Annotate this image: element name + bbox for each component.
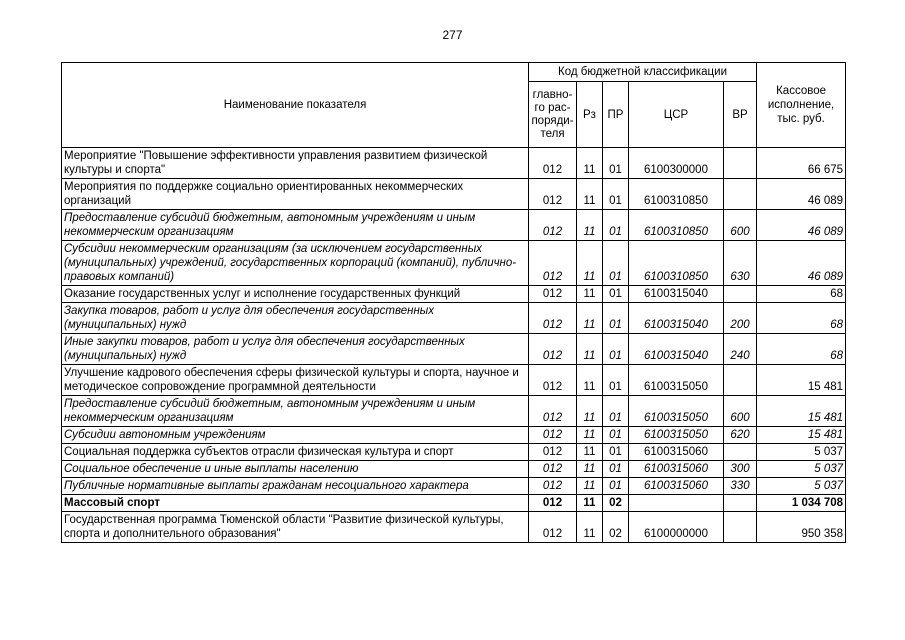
row-vr-cell: 330 [724, 478, 757, 495]
row-csr-cell: 6100315060 [629, 461, 724, 478]
row-name-cell: Субсидии автономным учреждениям [62, 427, 529, 444]
row-pr-cell: 02 [603, 495, 629, 512]
row-rz-cell: 11 [577, 148, 603, 179]
row-pr-cell: 01 [603, 303, 629, 334]
row-grbs-cell: 012 [529, 286, 577, 303]
table-row [62, 461, 846, 478]
row-grbs-cell: 012 [529, 495, 577, 512]
row-rz-cell: 11 [577, 461, 603, 478]
row-amount-cell: 68 [757, 286, 846, 303]
row-csr-cell: 6100315040 [629, 334, 724, 365]
row-name-cell: Мероприятия по поддержке социально ориентированных некоммерческих организаций [62, 179, 529, 210]
table-row [62, 365, 846, 396]
table-row [62, 148, 846, 179]
row-rz-cell: 11 [577, 512, 603, 543]
row-rz-cell: 11 [577, 241, 603, 286]
row-grbs-cell: 012 [529, 461, 577, 478]
row-pr-cell: 01 [603, 478, 629, 495]
row-rz-cell: 11 [577, 303, 603, 334]
row-vr-cell: 630 [724, 241, 757, 286]
row-vr-cell: 200 [724, 303, 757, 334]
table-row [62, 427, 846, 444]
table-row [62, 396, 846, 427]
row-name-cell: Улучшение кадрового обеспечения сферы физической культуры и спорта, научное и методическое сопровождение программной деятельности [62, 365, 529, 396]
row-grbs-cell: 012 [529, 512, 577, 543]
row-vr-cell: 300 [724, 461, 757, 478]
table-row [62, 303, 846, 334]
row-pr-cell: 01 [603, 461, 629, 478]
row-vr-cell [724, 444, 757, 461]
table-row [62, 210, 846, 241]
row-amount-cell: 15 481 [757, 396, 846, 427]
header-csr: ЦСР [629, 82, 724, 148]
row-vr-cell: 240 [724, 334, 757, 365]
row-grbs-cell: 012 [529, 334, 577, 365]
row-csr-cell: 6100315050 [629, 365, 724, 396]
row-amount-cell: 68 [757, 334, 846, 365]
table-row [62, 444, 846, 461]
row-pr-cell: 01 [603, 365, 629, 396]
row-vr-cell [724, 148, 757, 179]
row-pr-cell: 02 [603, 512, 629, 543]
row-vr-cell: 620 [724, 427, 757, 444]
row-vr-cell [724, 495, 757, 512]
row-rz-cell: 11 [577, 444, 603, 461]
table-row [62, 495, 846, 512]
row-rz-cell: 11 [577, 427, 603, 444]
row-csr-cell: 6100315050 [629, 396, 724, 427]
row-csr-cell: 6100315060 [629, 478, 724, 495]
row-vr-cell [724, 286, 757, 303]
row-amount-cell: 46 089 [757, 179, 846, 210]
row-amount-cell: 5 037 [757, 478, 846, 495]
header-glavny: главно-го рас-поряди-теля [529, 82, 577, 148]
row-name-cell: Публичные нормативные выплаты гражданам несоциального характера [62, 478, 529, 495]
row-amount-cell: 15 481 [757, 427, 846, 444]
row-csr-cell: 6100315040 [629, 286, 724, 303]
row-csr-cell [629, 495, 724, 512]
row-amount-cell: 1 034 708 [757, 495, 846, 512]
row-grbs-cell: 012 [529, 365, 577, 396]
row-pr-cell: 01 [603, 444, 629, 461]
row-amount-cell: 46 089 [757, 241, 846, 286]
row-name-cell: Мероприятие "Повышение эффективности управления развитием физической культуры и спорта" [62, 148, 529, 179]
row-amount-cell: 15 481 [757, 365, 846, 396]
row-grbs-cell: 012 [529, 303, 577, 334]
table-row [62, 478, 846, 495]
row-rz-cell: 11 [577, 179, 603, 210]
row-amount-cell: 950 358 [757, 512, 846, 543]
table-body [62, 148, 846, 543]
row-rz-cell: 11 [577, 286, 603, 303]
row-amount-cell: 5 037 [757, 461, 846, 478]
row-grbs-cell: 012 [529, 478, 577, 495]
row-rz-cell: 11 [577, 478, 603, 495]
budget-execution-table [61, 62, 846, 543]
row-pr-cell: 01 [603, 241, 629, 286]
row-csr-cell: 6100310850 [629, 210, 724, 241]
row-csr-cell: 6100300000 [629, 148, 724, 179]
row-name-cell: Предоставление субсидий бюджетным, автономным учреждениям и иным некоммерческим организациям [62, 210, 529, 241]
row-vr-cell [724, 179, 757, 210]
row-pr-cell: 01 [603, 148, 629, 179]
table-row [62, 286, 846, 303]
row-grbs-cell: 012 [529, 427, 577, 444]
row-csr-cell: 6100315060 [629, 444, 724, 461]
row-name-cell: Государственная программа Тюменской области "Развитие физической культуры, спорта и дополнительного образования" [62, 512, 529, 543]
row-name-cell: Закупка товаров, работ и услуг для обеспечения государственных (муниципальных) нужд [62, 303, 529, 334]
row-rz-cell: 11 [577, 495, 603, 512]
row-amount-cell: 5 037 [757, 444, 846, 461]
row-pr-cell: 01 [603, 210, 629, 241]
row-vr-cell [724, 365, 757, 396]
row-amount-cell: 66 675 [757, 148, 846, 179]
row-csr-cell: 6100310850 [629, 241, 724, 286]
row-pr-cell: 01 [603, 334, 629, 365]
row-grbs-cell: 012 [529, 210, 577, 241]
row-pr-cell: 01 [603, 179, 629, 210]
table-row [62, 334, 846, 365]
row-vr-cell: 600 [724, 210, 757, 241]
page-number: 277 [442, 28, 463, 42]
row-grbs-cell: 012 [529, 148, 577, 179]
row-pr-cell: 01 [603, 286, 629, 303]
row-name-cell: Предоставление субсидий бюджетным, автономным учреждениям и иным некоммерческим организациям [62, 396, 529, 427]
row-vr-cell [724, 512, 757, 543]
row-grbs-cell: 012 [529, 241, 577, 286]
row-name-cell: Иные закупки товаров, работ и услуг для обеспечения государственных (муниципальных) нужд [62, 334, 529, 365]
row-csr-cell: 6100315040 [629, 303, 724, 334]
row-name-cell: Социальная поддержка субъектов отрасли физическая культура и спорт [62, 444, 529, 461]
row-name-cell: Социальное обеспечение и иные выплаты населению [62, 461, 529, 478]
header-rz: Рз [577, 82, 603, 148]
header-code-group: Код бюджетной классификации [529, 63, 757, 82]
row-grbs-cell: 012 [529, 444, 577, 461]
row-pr-cell: 01 [603, 396, 629, 427]
row-amount-cell: 46 089 [757, 210, 846, 241]
row-pr-cell: 01 [603, 427, 629, 444]
row-rz-cell: 11 [577, 210, 603, 241]
row-name-cell: Оказание государственных услуг и исполнение государственных функций [62, 286, 529, 303]
row-amount-cell: 68 [757, 303, 846, 334]
row-name-cell: Массовый спорт [62, 495, 529, 512]
header-amount: Кассовое исполнение, тыс. руб. [757, 63, 846, 148]
header-row-top [62, 63, 846, 82]
table-row [62, 241, 846, 286]
row-grbs-cell: 012 [529, 179, 577, 210]
row-rz-cell: 11 [577, 396, 603, 427]
table-row [62, 512, 846, 543]
row-csr-cell: 6100310850 [629, 179, 724, 210]
table-row [62, 179, 846, 210]
row-rz-cell: 11 [577, 334, 603, 365]
header-name: Наименование показателя [62, 63, 529, 148]
row-grbs-cell: 012 [529, 396, 577, 427]
row-csr-cell: 6100315050 [629, 427, 724, 444]
row-name-cell: Субсидии некоммерческим организациям (за исключением государственных (муниципальных) учреждений, государственных корпораций (компаний), публично-правовых компаний) [62, 241, 529, 286]
header-vr: ВР [724, 82, 757, 148]
row-vr-cell: 600 [724, 396, 757, 427]
header-pr: ПР [603, 82, 629, 148]
row-csr-cell: 6100000000 [629, 512, 724, 543]
row-rz-cell: 11 [577, 365, 603, 396]
